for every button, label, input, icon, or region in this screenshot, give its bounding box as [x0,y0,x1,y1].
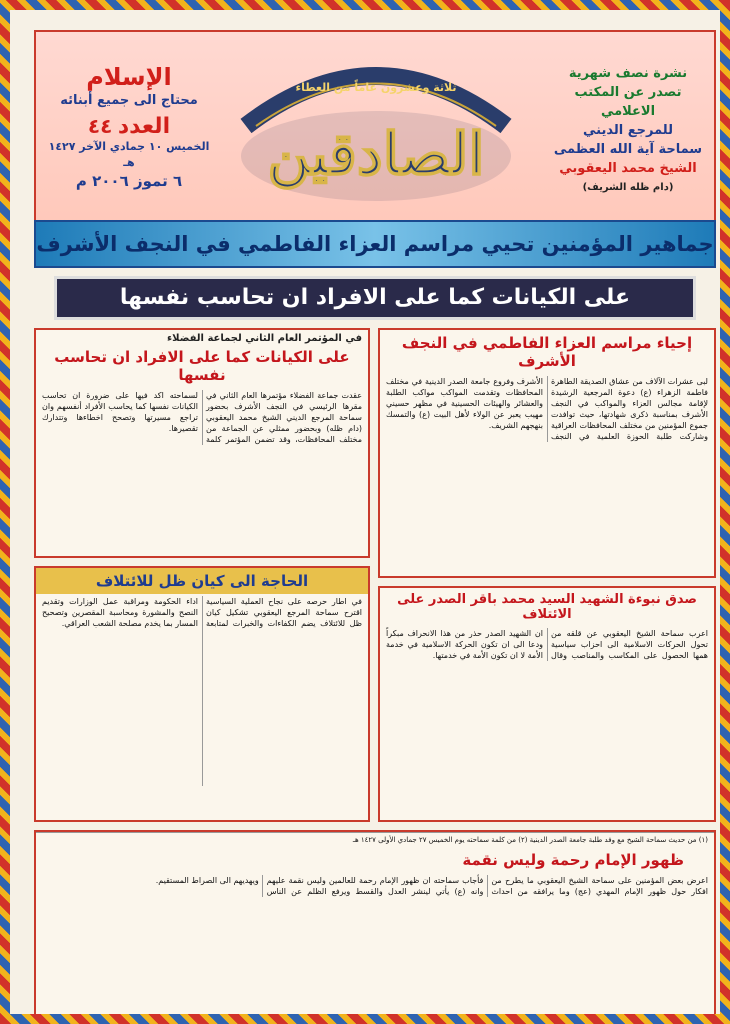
article-sadr [378,586,716,822]
article-mourning-title: إحياء مراسم العزاء الفاطمي في النجف الأشرف [401,334,693,370]
article-sadr-title: صدق نبوءة الشهيد السيد محمد باقر الصدر على الائتلاف [397,592,697,622]
article-coalition [34,566,370,822]
article-sadr-body: اعرب سماحة الشيخ اليعقوبي عن قلقه من تحول الحركات الاسلامية الى احزاب سياسية همها الحصول على المكاسب والمناصب وقال ان الشهيد الصدر حذر من هذا الانحراف مبكراً ودعا الى ان تكون الحركة الاسلامية في خدمة الأمة لا ان تكون الأمة في خدمتها. [386,629,708,660]
publisher-info [548,64,708,197]
article-entities-kicker: في المؤتمر العام الثاني لجماعة الفضلاء [167,333,362,344]
publisher-line-2: تصدر عن المكتب الاعلامي [574,85,682,119]
publisher-line-3: للمرجع الديني [583,123,673,138]
islam-title: الإسلام [86,63,172,91]
logo-title: الصادقين [267,120,485,188]
secondary-headline-bar [54,276,696,320]
issue-line [44,114,214,139]
islam-subtitle: محتاج الى جميع أبنائه [60,93,198,108]
article-mourning [378,328,716,578]
masthead-left [44,62,214,191]
publisher-line-4: سماحة آية الله العظمى [553,142,703,157]
masthead [34,30,716,230]
article-entities [34,328,370,558]
date-gregorian: ٦ تموز ٢٠٠٦ م [75,172,183,190]
date-hijri: الخميس ١٠ جمادي الآخر ١٤٢٧ هـ [48,140,210,169]
main-headline-bar [34,220,716,268]
article-coalition-title: الحاجة الى كيان ظل للائتلاف [36,568,368,594]
article-coalition-footnote: (١) من حديث سماحة الشيخ مع وفد طلبة جامعة الصدر الدينية (٢) من كلمة سماحته يوم الخميس ٢٧ جمادي الأولى ١٤٢٧ هـ [36,832,714,847]
masthead-logo [226,46,526,216]
logo-arc-text: ثلاثة وعشرون عاماً من العطاء [295,81,457,94]
main-headline: جماهير المؤمنين تحيي مراسم العزاء الفاطمي في النجف الأشرف [36,232,714,256]
secondary-headline: على الكيانات كما على الافراد ان تحاسب نفسها [119,285,631,310]
publisher-line-6: (دام ظله الشريف) [582,182,674,193]
publisher-line-1: نشرة نصف شهرية [568,66,688,81]
article-coalition-body: في اطار حرصه على نجاح العملية السياسية اقترح سماحة المرجع اليعقوبي تشكيل كيان ظل للائتلاف يضم الكفاءات والخبرات لمتابعة اداء الحكومة ومراقبة عمل الوزارات وتقديم النصح والمشورة ومحاسبة المقصرين وتصحيح المسار بما يخدم مصلحة الشعب العراقي. [42,597,362,628]
article-entities-body: عقدت جماعة الفضلاء مؤتمرها العام الثاني في مقرها الرئيسي في النجف الأشرف بحضور سماحة المرجع الديني الشيخ محمد اليعقوبي (دام ظله) وبحضور ممثلي عن الجماعة من مختلف المحافظات، وقد تضمن المؤتمر كلمة لسماحته اكد فيها على ضرورة ان تحاسب الكيانات نفسها كما يحاسب الأفراد أنفسهم وان تراجع مسيرتها وتصحح اخطاءها وتتدارك تقصيرها. [42,391,362,444]
article-imam-body: اعرض بعض المؤمنين على سماحة الشيخ اليعقوبي ما يطرح من افكار حول ظهور الإمام المهدي (عج) وما يرافقه من احداث فأجاب سماحته ان ظهور الإمام رحمة للعالمين وليس نقمة عليهم وانه (ع) يأتي لينشر العدل والقسط ويرفع الظلم عن الناس ويهديهم الى الصراط المستقيم. [155,876,708,896]
issue-label: العدد [117,114,171,139]
article-mourning-body: لبى عشرات الآلاف من عشاق الصديقة الطاهرة فاطمة الزهراء (ع) دعوة المرجعية الرشيدة لإقامة مجالس العزاء والمواكب في النجف الأشرف بمناسبة ذكرى شهادتها، حيث توافدت جموع المؤمنين من مختلف المحافظات العراقية وشاركت طلبة الحوزة العلمية في النجف الأشرف وفروع جامعة الصدر الدينية في مختلف المحافظات وتقدمت المواكب مواكب الطلبة والعشائر والهيئات الحسينية في مظهر حسيني مهيب يعبر عن الولاء لأهل البيت (ع) والتمسك بنهجهم الشريف. [386,377,708,441]
article-imam [34,830,716,1016]
article-entities-title: على الكيانات كما على الافراد ان تحاسب نفسها [54,348,350,384]
article-imam-title: ظهور الإمام رحمة وليس نقمة [462,851,684,869]
issue-number: ٤٤ [87,114,113,138]
publisher-line-5: الشيخ محمد اليعقوبي [559,161,697,176]
